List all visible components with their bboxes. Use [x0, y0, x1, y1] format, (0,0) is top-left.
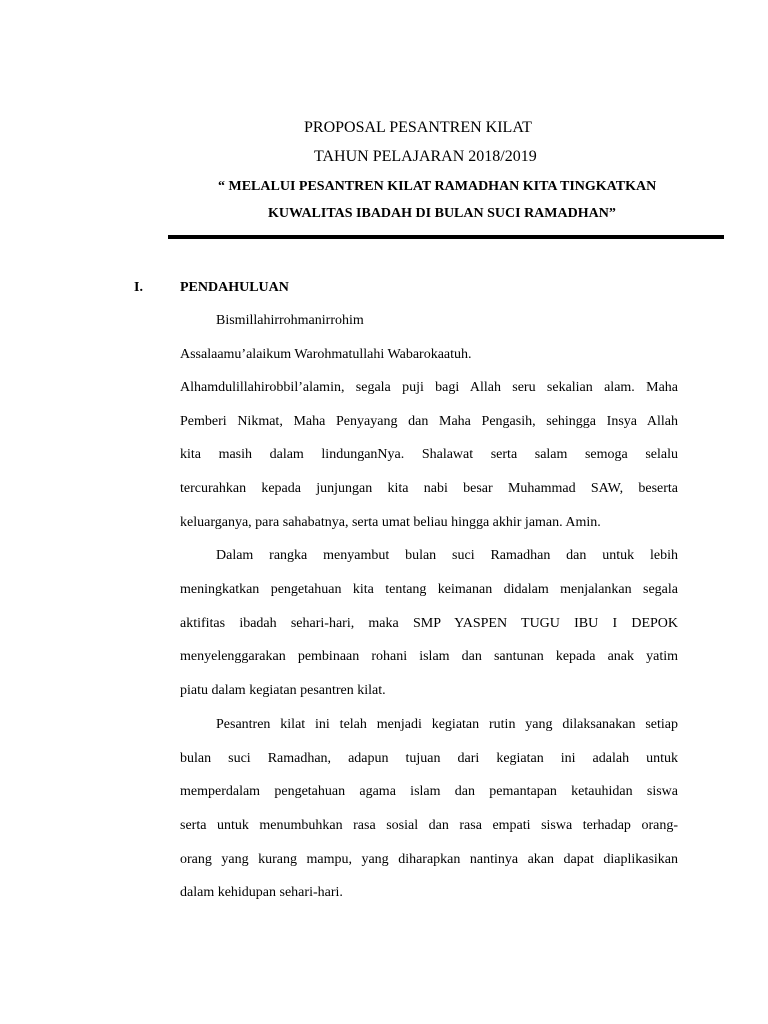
paragraph-2-line: meningkatkan pengetahuan kita tentang keimanan didalam menjalankan segala [180, 582, 678, 597]
paragraph-3-line: orang yang kurang mampu, yang diharapkan nantinya akan dapat diaplikasikan [180, 852, 678, 867]
document-title: PROPOSAL PESANTREN KILAT [304, 119, 532, 136]
paragraph-2-line: aktifitas ibadah sehari-hari, maka SMP YASPEN TUGU IBU I DEPOK [180, 616, 678, 631]
paragraph-2-line: menyelenggarakan pembinaan rohani islam dan santunan kepada anak yatim [180, 649, 678, 664]
paragraph-1-line: kita masih dalam lindunganNya. Shalawat serta salam semoga selalu [180, 447, 678, 462]
header-divider [168, 235, 724, 239]
paragraph-3-line: serta untuk menumbuhkan rasa sosial dan rasa empati siswa terhadap orang- [180, 818, 678, 833]
salam-line: Assalaamu’alaikum Warohmatullahi Wabarokaatuh. [180, 347, 472, 362]
paragraph-1-line: tercurahkan kepada junjungan kita nabi besar Muhammad SAW, beserta [180, 481, 678, 496]
paragraph-3-line: Pesantren kilat ini telah menjadi kegiatan rutin yang dilaksanakan setiap [216, 717, 678, 732]
paragraph-1-line: keluarganya, para sahabatnya, serta umat beliau hingga akhir jaman. Amin. [180, 515, 601, 530]
section-number: I. [134, 280, 143, 295]
paragraph-2-line: Dalam rangka menyambut bulan suci Ramadhan dan untuk lebih [216, 548, 678, 563]
paragraph-1-line: Pemberi Nikmat, Maha Penyayang dan Maha Pengasih, sehingga Insya Allah [180, 414, 678, 429]
basmalah-line: Bismillahirrohmanirrohim [216, 313, 364, 328]
paragraph-3-line: bulan suci Ramadhan, adapun tujuan dari kegiatan ini adalah untuk [180, 751, 678, 766]
paragraph-3-line: memperdalam pengetahuan agama islam dan pemantapan ketauhidan siswa [180, 784, 678, 799]
section-heading: PENDAHULUAN [180, 280, 289, 295]
paragraph-1-line: Alhamdulillahirobbil’alamin, segala puji bagi Allah seru sekalian alam. Maha [180, 380, 678, 395]
theme-line-2: KUWALITAS IBADAH DI BULAN SUCI RAMADHAN” [268, 206, 616, 221]
paragraph-2-line: piatu dalam kegiatan pesantren kilat. [180, 683, 386, 698]
document-subtitle-year: TAHUN PELAJARAN 2018/2019 [314, 148, 537, 165]
paragraph-3-line: dalam kehidupan sehari-hari. [180, 885, 343, 900]
theme-line-1: “ MELALUI PESANTREN KILAT RAMADHAN KITA TINGKATKAN [218, 179, 657, 194]
